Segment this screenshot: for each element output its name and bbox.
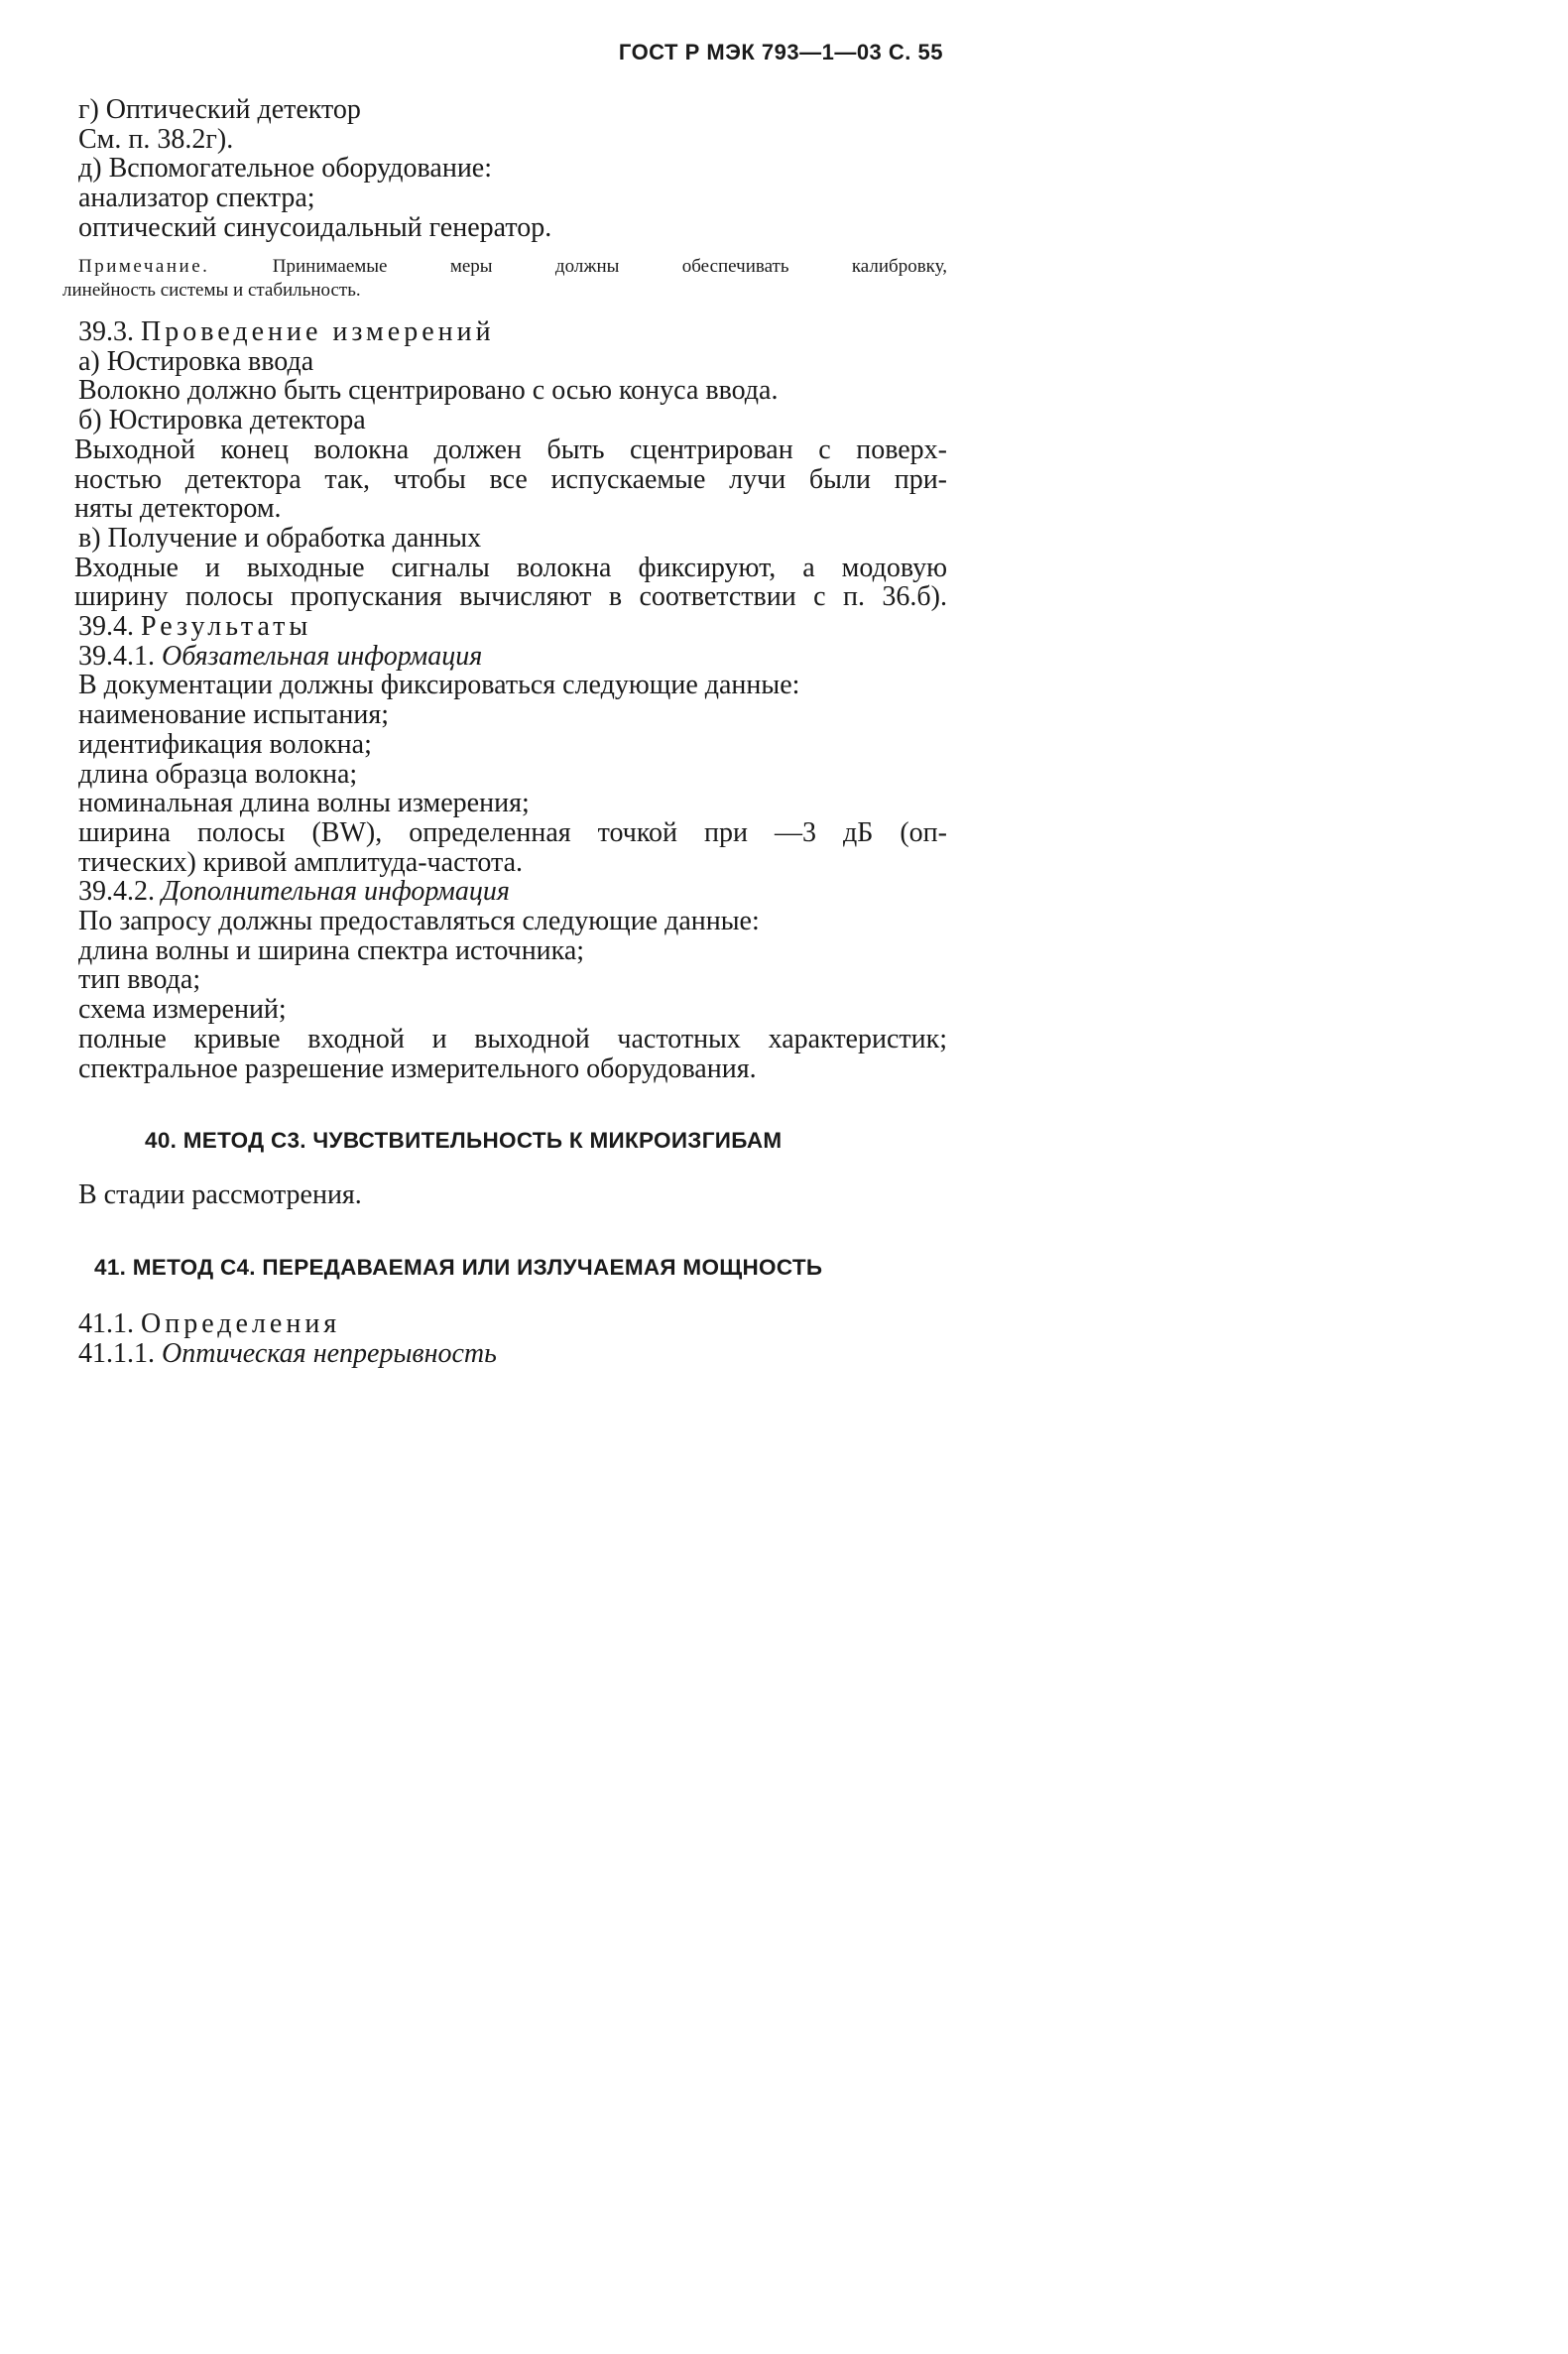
mandatory-line-7: тических) кривой амплитуда-частота. [78,846,523,878]
section-41-1-title [78,1309,947,1339]
note-line-1 [62,255,947,279]
document-page [0,0,1038,1556]
additional-line-5: полные кривые входной и выходной частотных характеристик; [78,1023,947,1054]
section-41-body [78,1309,947,1368]
subsection-b-title: б) Юстировка детектора [78,405,366,436]
subsection-39-4-1-title [78,642,947,672]
subsection-number: 41.1. [78,1308,134,1339]
mandatory-line-1: В документации должны фиксироваться следующие данные: [78,670,800,701]
note-label: Примечание. [78,256,210,277]
subsection-title: Дополнительная информация [162,876,510,908]
section-40-heading: 40. МЕТОД С3. ЧУВСТВИТЕЛЬНОСТЬ К МИКРОИЗГИБАМ [145,1128,783,1153]
section-40-text: В стадии рассмотрения. [78,1179,362,1210]
subsection-title: Оптическая непрерывность [162,1337,497,1369]
additional-line-3: тип ввода; [78,964,201,996]
subsection-number: 41.1.1. [78,1337,155,1369]
mandatory-line-3: идентификация волокна; [78,728,372,760]
section-number: 39.4. [78,611,134,642]
subsection-a-text: Волокно должно быть сцентрировано с осью конуса ввода. [78,375,779,407]
subsection-number: 39.4.1. [78,640,155,672]
item-reference: См. п. 38.2г). [78,123,234,155]
note [62,255,947,303]
section-40-body [78,1180,947,1210]
subsection-number: 39.4.2. [78,876,155,908]
mandatory-line-4: длина образца волокна; [78,758,358,790]
item-auxiliary-equipment: д) Вспомогательное оборудование: [78,153,493,185]
mandatory-line-6: ширина полосы (ВW), определенная точкой при —3 дБ (оп- [78,816,947,848]
subsection-a-title: а) Юстировка ввода [78,345,314,377]
mandatory-line-5: номинальная длина волны измерения; [78,788,530,819]
section-39-3-title [78,317,947,347]
section-title: Результаты [141,611,312,642]
section-title: Проведение измерений [141,316,495,347]
item-sine-generator: оптический синусоидальный генератор. [78,211,552,243]
note-text-1: Принимаемые меры должны обеспечивать калибровку, [272,256,947,277]
running-header: ГОСТ Р МЭК 793—1—03 С. 55 [618,40,943,64]
additional-line-4: схема измерений; [78,994,287,1026]
section-39-3 [74,316,947,613]
additional-line-6: спектральное разрешение измерительного оборудования. [78,1053,757,1084]
item-spectrum-analyzer: анализатор спектра; [78,183,315,214]
subsection-title: Обязательная информация [162,640,483,672]
subsection-b-text-2: ностью детектора так, чтобы все испускаемые лучи были при- [74,463,947,495]
subsection-c-title: в) Получение и обработка данных [78,522,482,554]
subsection-b-text-3: няты детектором. [74,493,282,525]
subsection-b-text-1: Выходной конец волокна должен быть сцентрирован с поверх- [74,434,947,465]
subsection-39-4-2-title [78,877,947,907]
section-41-heading: 41. МЕТОД С4. ПЕРЕДАВАЕМАЯ ИЛИ ИЗЛУЧАЕМАЯ МОЩНОСТЬ [94,1255,823,1280]
section-41-1-1-title [78,1339,947,1369]
section-number: 39.3. [78,316,134,347]
section-39-4 [78,612,947,1083]
subsection-title: Определения [141,1308,341,1339]
subsection-c-text-1: Входные и выходные сигналы волокна фиксируют, а модовую [74,552,947,583]
equipment-list [78,95,947,243]
additional-line-1: По запросу должны предоставляться следующие данные: [78,906,760,937]
additional-line-2: длина волны и ширина спектра источника; [78,934,585,966]
subsection-c-text-2: ширину полосы пропускания вычисляют в соответствии с п. 36.б). [74,581,947,613]
mandatory-line-2: наименование испытания; [78,699,390,731]
section-39-4-title [78,612,947,642]
note-line-2: линейность системы и стабильность. [62,280,361,301]
item-optical-detector: г) Оптический детектор [78,94,361,125]
